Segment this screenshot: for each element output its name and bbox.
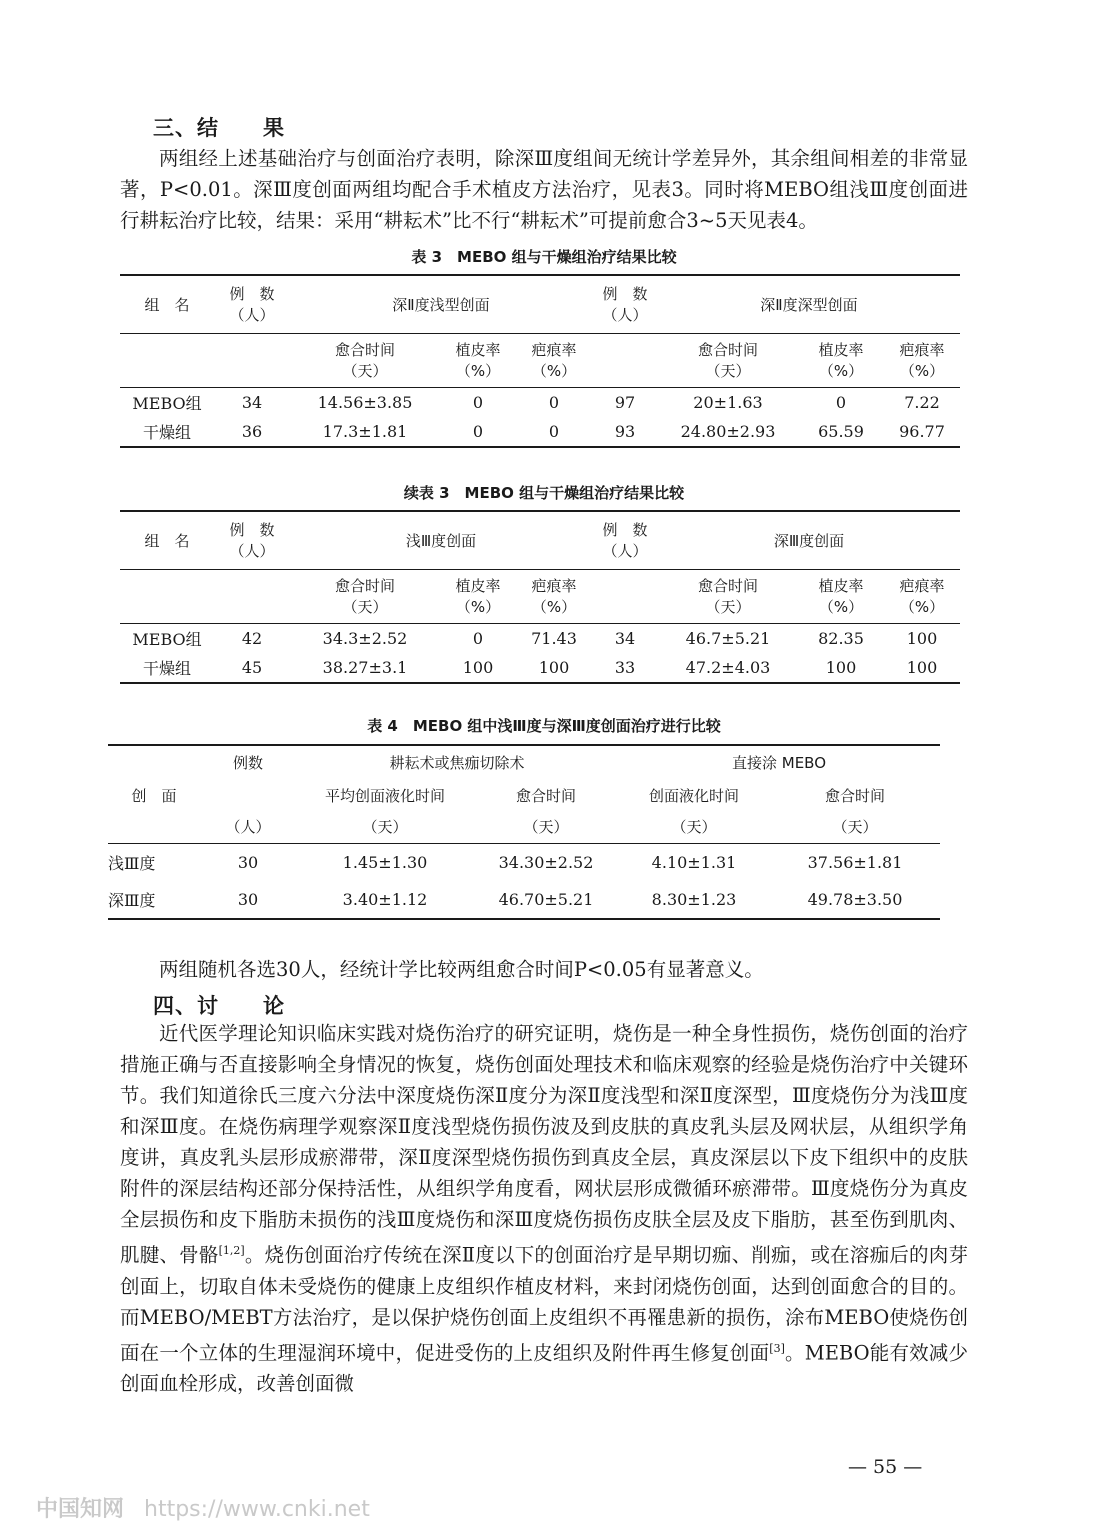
table4: 例数 耕耘术或焦痂切除术 直接涂 MEBO 创 面 平均创面液化时间 愈合时间 创面液化时间 愈合时间 （人） （天） （天） （天） （天） 浅Ⅲ度 30 1.45±1.30 34.30±2.52 4.10±1.31 37.56±1.81 深Ⅲ度 30 3.40±1.12 46.70±5.21 8.30±1.23 49.78±3.50: [108, 744, 940, 920]
watermark-brand: 中国知网: [36, 1497, 125, 1522]
watermark: [36, 1492, 370, 1523]
right-title: 深Ⅱ度深型创面: [658, 275, 960, 333]
col-scar: 疤痕率 （%）: [516, 333, 592, 387]
table-row: 浅Ⅲ度 30 1.45±1.30 34.30±2.52 4.10±1.31 37.56±1.81: [108, 843, 940, 881]
col-heal: 愈合时间 （天）: [290, 333, 440, 387]
n-header: 例 数 （人）: [214, 275, 290, 333]
table-row: 深Ⅲ度 30 3.40±1.12 46.70±5.21 8.30±1.23 49.78±3.50: [108, 881, 940, 919]
results-paragraph: [120, 143, 968, 236]
after-table-text: 两组随机各选30人，经统计学比较两组愈合时间P<0.05有显著意义。: [159, 958, 764, 981]
right-title: 直接涂 MEBO: [618, 745, 940, 779]
table-row: MEBO组 34 14.56±3.85 0 0 97 20±1.63 0 7.22: [120, 387, 960, 417]
page-number: — 55 —: [848, 1456, 923, 1478]
section-heading-results: 三、结 果: [153, 115, 285, 140]
discussion-text: 近代医学理论知识临床实践对烧伤治疗的研究证明，烧伤是一种全身性损伤，烧伤创面的治疗措施正确与否直接影响全身情况的恢复，烧伤创面处理技术和临床观察的经验是烧伤治疗中关键环节。我们知道徐氏三度六分法中深度烧伤深Ⅱ度分为深Ⅱ度浅型和深Ⅱ度深型，Ⅲ度烧伤分为浅Ⅲ度和深Ⅲ度。在烧伤病理学观察深Ⅱ度浅型烧伤损伤波及到皮肤的真皮乳头层及网状层，从组织学角度讲，真皮乳头层形成瘀滞带，深Ⅱ度深型烧伤损伤到真皮全层，真皮深层以下皮下组织中的皮肤附件的深层结构还部分保持活性，从组织学角度看，网状层形成微循环瘀滞带。Ⅲ度烧伤分为真皮全层损伤和皮下脂肪未损伤的浅Ⅲ度烧伤和深Ⅲ度烧伤损伤皮肤全层及皮下脂肪，甚至伤到肌肉、肌腱、骨骼[1,2]。烧伤创面治疗传统在深Ⅱ度以下的创面治疗是早期切痂、削痂，或在溶痂后的肉芽创面上，切取自体未受烧伤的健康上皮组织作植皮材料，来封闭烧伤创面，达到创面愈合的目的。而MEBO/MEBT方法治疗，是以保护烧伤创面上皮组织不再罹患新的损伤，涂布MEBO使烧伤创面在一个立体的生理湿润环境中，促进受伤的上皮组织及附件再生修复创面[3]。MEBO能有效减少创面血栓形成，改善创面微: [120, 1022, 968, 1395]
left-title: 耕耘术或焦痂切除术: [296, 745, 618, 779]
left-title: 浅Ⅲ度创面: [290, 511, 592, 569]
table4-caption: 表 4 MEBO 组中浅Ⅲ度与深Ⅲ度创面治疗进行比较: [367, 717, 721, 735]
group-header: 组 名: [120, 275, 214, 333]
watermark-url: https://www.cnki.net: [144, 1497, 370, 1522]
table-row: 干燥组 36 17.3±1.81 0 0 93 24.80±2.93 65.59 96.77: [120, 417, 960, 447]
table3-continued: 组 名 例 数 （人） 浅Ⅲ度创面 例 数 （人） 深Ⅲ度创面 愈合时间 （天） 植皮率 （%） 疤痕率 （%） 愈合时间 （天） 植皮率 （%） 疤痕率 （%） MEBO组 42 34.3±2.52 0 71.43 34 46.7±5.21 82.35 100 干燥组 45 38.27±3.1 100 100 33 47.2±4.03 100 100: [120, 510, 960, 684]
wound-header: 创 面: [131, 786, 177, 805]
table3-caption: 表 3 MEBO 组与干燥组治疗结果比较: [411, 248, 677, 266]
citation-ref: [3]: [769, 1341, 785, 1355]
table3b-caption: 续表 3 MEBO 组与干燥组治疗结果比较: [403, 484, 685, 502]
col-graft: 植皮率 （%）: [440, 333, 516, 387]
section-heading-discussion: 四、讨 论: [153, 993, 285, 1018]
discussion-paragraph: [120, 1018, 968, 1399]
citation-ref: [1,2]: [218, 1244, 245, 1257]
right-title: 深Ⅲ度创面: [658, 511, 960, 569]
col-heal: 愈合时间 （天）: [658, 333, 798, 387]
left-title: 深Ⅱ度浅型创面: [290, 275, 592, 333]
n-header: 例数: [200, 745, 296, 779]
results-text: 两组经上述基础治疗与创面治疗表明，除深Ⅲ度组间无统计学差异外，其余组间相差的非常显著，P<0.01。深Ⅲ度创面两组均配合手术植皮方法治疗，见表3。同时将MEBO组浅Ⅲ度创面进行耕耘治疗比较，结果：采用“耕耘术”比不行“耕耘术”可提前愈合3~5天见表4。: [120, 147, 968, 232]
col-scar: 疤痕率 （%）: [884, 333, 960, 387]
table-row: MEBO组 42 34.3±2.52 0 71.43 34 46.7±5.21 82.35 100: [120, 623, 960, 653]
table-row: 干燥组 45 38.27±3.1 100 100 33 47.2±4.03 100 100: [120, 653, 960, 683]
after-table-paragraph: [120, 954, 968, 985]
table3: [120, 274, 960, 448]
n-header: 例 数 （人）: [592, 275, 658, 333]
col-graft: 植皮率 （%）: [798, 333, 884, 387]
